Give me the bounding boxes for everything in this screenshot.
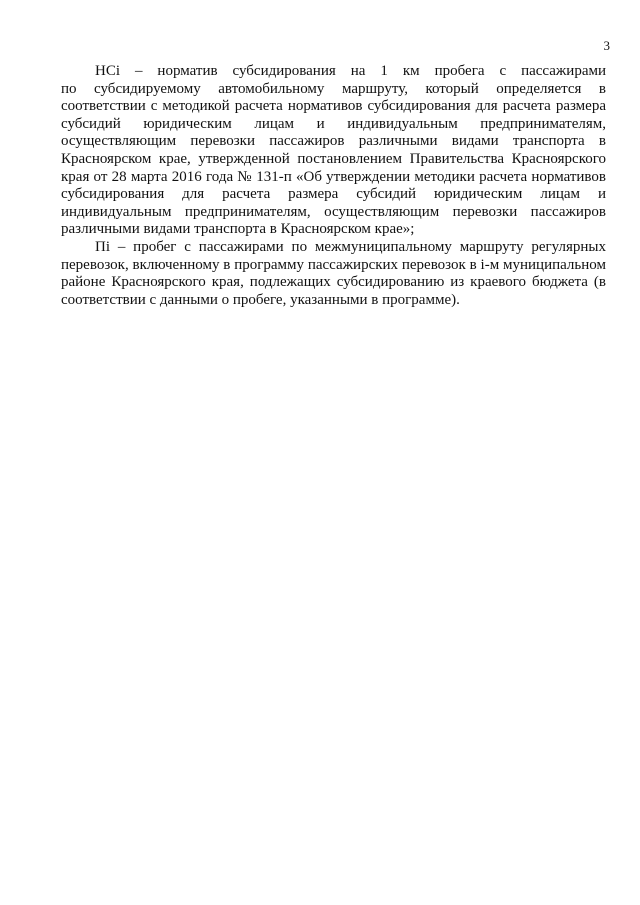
paragraph-first-line: Пi – пробег с пассажирами по межмуниципальному маршруту регулярных — [95, 238, 606, 255]
paragraph-first-line: HCi – норматив субсидирования на 1 км пробега с пассажирами — [95, 63, 606, 79]
paragraph-pi-definition — [61, 239, 606, 309]
paragraph-hci-definition — [61, 63, 606, 239]
document-body — [61, 63, 606, 309]
page-number: 3 — [603, 38, 610, 53]
paragraph-continuation: перевозок, включенному в программу пассажирских перевозок в i-м муниципальном районе Красноярского края, подлежащих субсидированию из краевого бюджета (в соответствии с данными о пробеге, указанными в программе). — [61, 256, 606, 308]
paragraph-continuation: по субсидируемому автомобильному маршруту, который определяется в соответствии с методикой расчета нормативов субсидирования для расчета размера субсидий юридическим лицам и индивидуальным предпринимателям, осуществляющим перевозки пассажиров различными видами транспорта в Красноярском крае, утвержденной постановлением Правительства Красноярского края от 28 марта 2016 года № 131-п «Об утверждении методики расчета нормативов субсидирования для расчета размера субсидий юридическим лицам и индивидуальным предпринимателям, осуществляющим перевозки пассажиров различными видами транспорта в Красноярском крае»; — [61, 80, 606, 238]
